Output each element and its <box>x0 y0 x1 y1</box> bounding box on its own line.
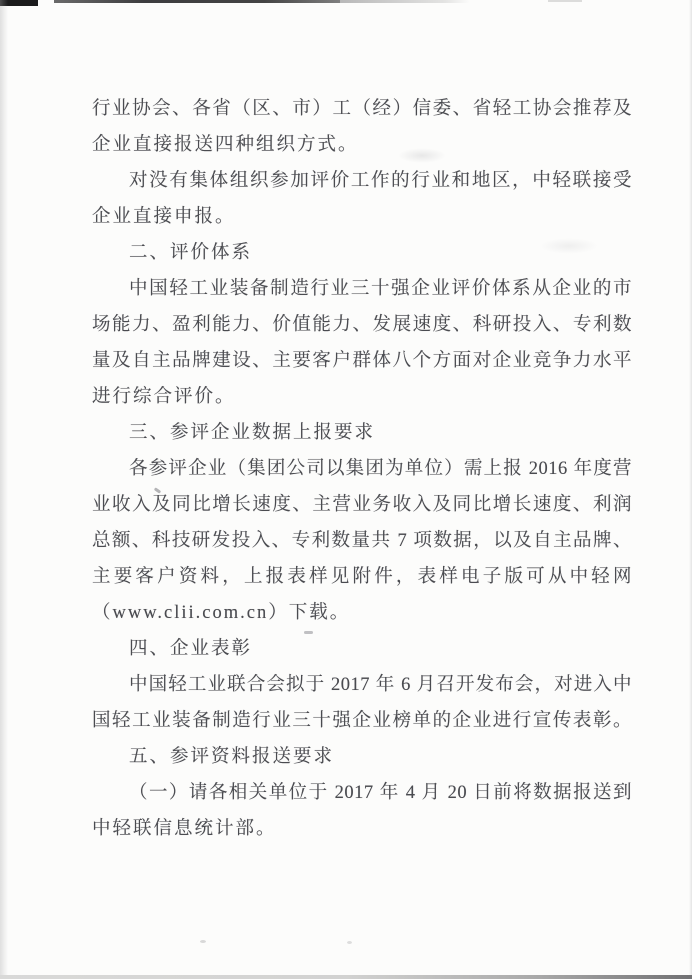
doc-line-12: 业收入及同比增长速度、主营业务收入及同比增长速度、利润 <box>92 495 632 515</box>
doc-line-4: 企业直接申报。 <box>92 207 236 227</box>
scan-artifact-bottom-band <box>0 975 692 979</box>
scan-artifact-left-edge <box>0 0 8 979</box>
scan-artifact-top-bar <box>0 0 38 6</box>
doc-line-11: 各参评企业（集团公司以集团为单位）需上报 2016 年度营 <box>129 459 632 479</box>
doc-line-8: 量及自主品牌建设、主要客户群体八个方面对企业竞争力水平 <box>92 351 632 371</box>
doc-line-7: 场能力、盈利能力、价值能力、发展速度、科研投入、专利数 <box>92 315 632 335</box>
heading-section-2: 二、评价体系 <box>129 243 253 263</box>
doc-line-1: 行业协会、各省（区、市）工（经）信委、省轻工协会推荐及 <box>92 99 632 119</box>
doc-line-21: 中轻联信息统计部。 <box>92 819 277 839</box>
heading-section-4: 四、企业表彰 <box>129 639 253 659</box>
doc-line-2: 企业直接报送四种组织方式。 <box>92 135 359 155</box>
scan-artifact-top-smudge-2 <box>548 0 582 2</box>
doc-line-3: 对没有集体组织参加评价工作的行业和地区，中轻联接受 <box>129 171 632 191</box>
doc-line-6: 中国轻工业装备制造行业三十强企业评价体系从企业的市 <box>129 279 632 299</box>
doc-line-18: 国轻工业装备制造行业三十强企业榜单的企业进行宣传表彰。 <box>92 711 632 731</box>
doc-line-17: 中国轻工业联合会拟于 2017 年 6 月召开发布会，对进入中 <box>129 675 632 695</box>
doc-line-url: （www.clii.com.cn）下载。 <box>92 603 351 623</box>
scan-artifact-top-line <box>54 0 354 3</box>
scan-artifact-speck <box>200 940 206 943</box>
doc-line-13: 总额、科技研发投入、专利数量共 7 项数据，以及自主品牌、 <box>92 531 632 551</box>
doc-line-9: 进行综合评价。 <box>92 387 236 407</box>
doc-line-20: （一）请各相关单位于 2017 年 4 月 20 日前将数据报送到 <box>129 783 632 803</box>
scan-artifact-top-smudge <box>340 0 470 3</box>
document-text <box>92 91 632 847</box>
heading-section-3: 三、参评企业数据上报要求 <box>129 423 376 443</box>
doc-line-14: 主要客户资料，上报表样见附件，表样电子版可从中轻网 <box>92 567 632 587</box>
scan-artifact-speck <box>347 941 352 944</box>
heading-section-5: 五、参评资料报送要求 <box>129 747 335 767</box>
